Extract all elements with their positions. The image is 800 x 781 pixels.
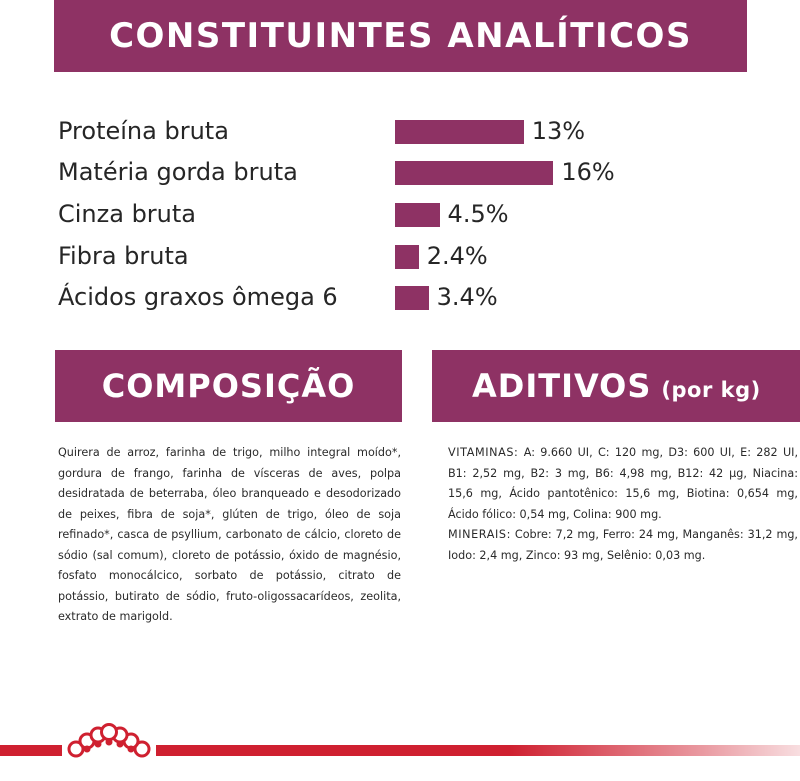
additives-subtitle: (por kg) <box>661 378 761 402</box>
analytical-constituents-title: CONSTITUINTES ANALÍTICOS <box>109 16 692 56</box>
footer-line-left <box>0 745 62 756</box>
nutrient-label: Cinza bruta <box>58 200 196 228</box>
vitamins-text: A: 9.660 UI, C: 120 mg, D3: 600 UI, E: 282 UI, B1: 2,52 mg, B2: 3 mg, B6: 4,98 mg, B12: 42 µg, Niacina: 15,6 mg, Ácido pantotênico: 15,6 mg, Biotina: 0,654 mg, Ácido fólico: 0,54 mg, Colina: 900 mg. <box>448 446 798 521</box>
composition-banner <box>55 350 402 422</box>
nutrient-value: 16% <box>561 158 615 186</box>
nutrient-value: 13% <box>531 117 586 145</box>
minerals-label: MINERAIS: <box>448 528 511 541</box>
nutrient-value: 3.4% <box>436 283 498 311</box>
nutrient-bar <box>395 120 524 144</box>
nutrient-label: Proteína bruta <box>58 117 229 145</box>
analytical-constituents-banner <box>54 0 747 72</box>
composition-title: COMPOSIÇÃO <box>101 367 356 405</box>
nutrient-bar <box>395 161 553 185</box>
nutrient-row-fiber <box>58 236 758 276</box>
minerals-paragraph <box>448 525 798 566</box>
nutrient-row-ash <box>58 194 758 234</box>
nutrient-label: Matéria gorda bruta <box>58 158 298 186</box>
nutrient-value: 2.4% <box>426 242 488 270</box>
nutrient-value: 4.5% <box>447 200 509 228</box>
additives-banner <box>432 350 800 422</box>
minerals-text: Cobre: 7,2 mg, Ferro: 24 mg, Manganês: 31,2 mg, Iodo: 2,4 mg, Zinco: 93 mg, Selênio: 0,03 mg. <box>448 528 798 562</box>
additives-text <box>448 443 798 566</box>
nutrient-bar <box>395 203 440 227</box>
vitamins-label: VITAMINAS: <box>448 446 519 459</box>
footer-line-right <box>156 745 800 756</box>
nutrient-bar <box>395 286 429 310</box>
nutrient-label: Fibra bruta <box>58 242 189 270</box>
composition-text: Quirera de arroz, farinha de trigo, milho integral moído*, gordura de frango, farinha de vísceras de aves, polpa desidratada de beterraba, óleo branqueado e desodorizado de peixes, fibra de soja*, glúten de trigo, óleo de soja refinado*, casca de psyllium, carbonato de cálcio, cloreto de sódio (sal comum), cloreto de potássio, óxido de magnésio, fosfato monocálcico, sorbato de potássio, citrato de potássio, butirato de sódio, fruto-oligossacarídeos, zeolita, extrato de marigold. <box>58 446 401 623</box>
nutrient-row-omega6 <box>58 277 758 317</box>
nutrient-label: Ácidos graxos ômega 6 <box>58 283 338 311</box>
nutrient-row-fat <box>58 152 758 192</box>
vitamins-paragraph <box>448 443 798 525</box>
nutrient-row-protein <box>58 111 758 151</box>
crown-icon <box>64 722 154 762</box>
additives-title: ADITIVOS <box>472 367 652 405</box>
nutrient-bar <box>395 245 419 269</box>
